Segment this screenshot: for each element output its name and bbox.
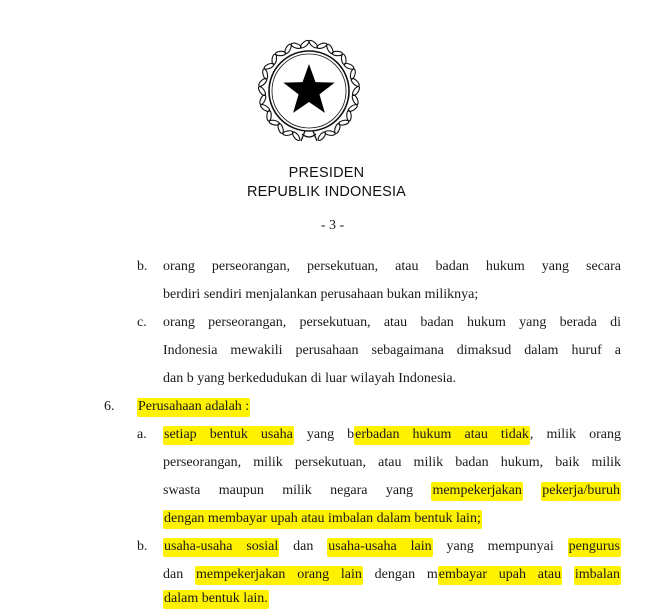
highlight: Perusahaan adalah : [137, 398, 250, 417]
paragraph-line: orang perseorangan, persekutuan, atau badan hukum yang berada di [163, 315, 621, 330]
ribbon-knot [301, 131, 317, 141]
highlight: usaha-usaha sosial [163, 538, 279, 557]
paragraph-line [163, 538, 621, 556]
highlight: usaha-usaha lain [327, 538, 432, 557]
laurel-leaf [347, 103, 358, 112]
laurel-leaf [316, 42, 327, 50]
highlight: mempekerjakan orang lain [195, 566, 363, 585]
page-number: - 3 - [320, 218, 345, 233]
presidential-seal-emblem [253, 35, 365, 147]
paragraph-line: perseorangan, milik persekutuan, atau milik badan hukum, baik milik [163, 455, 621, 470]
paragraph-line: Indonesia mewakili perusahaan sebagaimana dimaksud dalam huruf a [163, 343, 621, 358]
paragraph-line: berdiri sendiri menjalankan perusahaan bukan miliknya; [163, 287, 479, 302]
list-marker: a. [137, 427, 147, 442]
highlight: mempekerjakan [431, 482, 522, 501]
paragraph-line: orang perseorangan, persekutuan, atau badan hukum yang secara [163, 259, 621, 274]
highlight: pekerja/buruh [541, 482, 621, 501]
laurel-leaf [257, 85, 267, 96]
text-run [523, 483, 541, 498]
text-run: , milik orang [529, 427, 621, 442]
list-marker: c. [137, 315, 147, 330]
highlight: embayar upah atau [438, 566, 562, 585]
text-run [562, 567, 574, 582]
laurel-leaf [332, 51, 343, 56]
list-marker: b. [137, 539, 148, 554]
laurel-leaf [263, 62, 274, 70]
laurel-leaf [291, 131, 301, 142]
highlight: pengurus [568, 538, 621, 557]
header-president: PRESIDEN [288, 165, 365, 181]
text-run: dengan m [362, 567, 438, 582]
highlight: dengan membayar upah atau imbalan dalam bentuk lain; [163, 510, 482, 529]
laurel-leaf [346, 110, 351, 121]
paragraph-line [163, 510, 482, 528]
paragraph-line [163, 482, 621, 500]
header-republic: REPUBLIK INDONESIA [246, 184, 407, 200]
laurel-leaf [326, 43, 335, 54]
paragraph-line [163, 426, 621, 444]
section-title [137, 398, 250, 416]
highlight: setiap bentuk usaha [163, 426, 294, 445]
highlight: imbalan [574, 566, 621, 585]
highlight: erbadan hukum atau tidak [354, 426, 530, 445]
paragraph-line: dan b yang berkedudukan di luar wilayah Indonesia. [163, 371, 457, 386]
text-run: yang mempunyai [432, 539, 568, 554]
text-run: yang b [293, 427, 355, 442]
paragraph-line [163, 566, 621, 584]
text-run: swasta maupun milik negara yang [163, 483, 432, 498]
section-number: 6. [104, 399, 115, 414]
laurel-leaf [351, 94, 359, 105]
list-marker: b. [137, 259, 148, 274]
text-run: dan [279, 539, 328, 554]
laurel-leaf [299, 39, 310, 49]
paragraph-line [163, 590, 269, 608]
laurel-leaf [317, 131, 327, 142]
text-run: dan [163, 567, 196, 582]
highlight: dalam bentuk lain. [163, 590, 269, 609]
laurel-leaf [350, 77, 361, 87]
